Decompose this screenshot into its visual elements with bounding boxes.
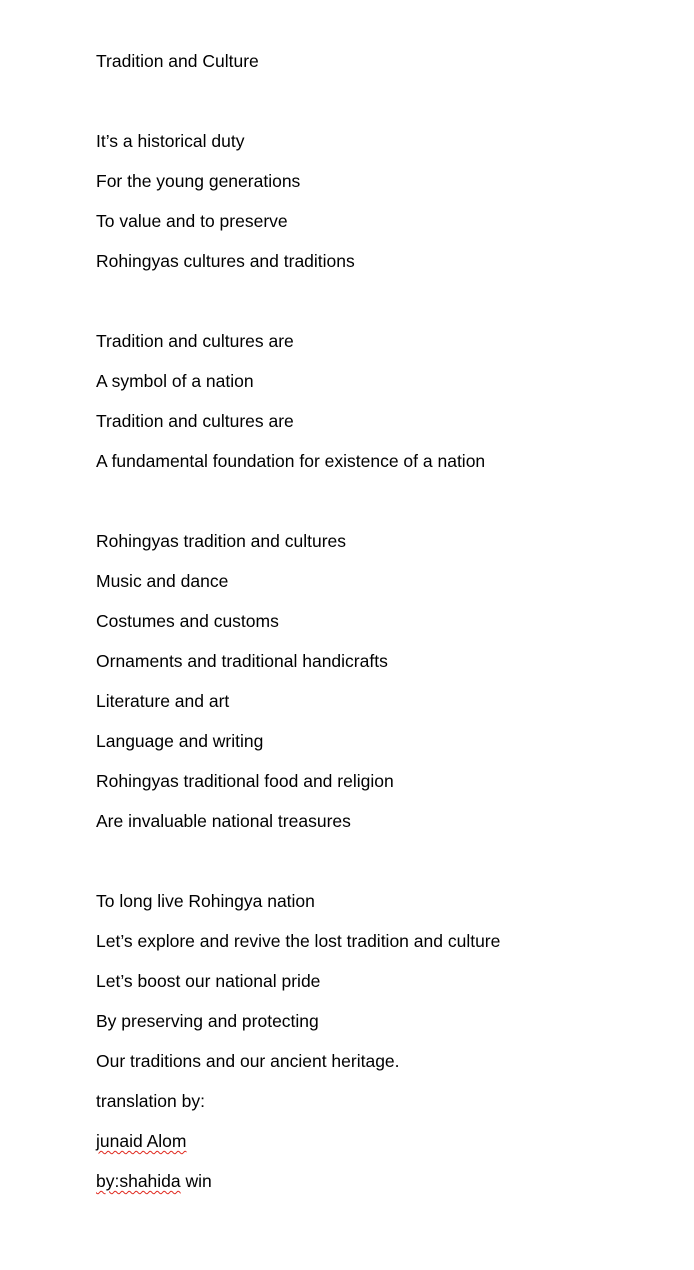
stanza-1 bbox=[96, 128, 656, 288]
stanza-3 bbox=[96, 528, 656, 848]
poem-line: Rohingyas cultures and traditions bbox=[96, 251, 355, 271]
poem-line: Music and dance bbox=[96, 571, 229, 591]
poem-line: Ornaments and traditional handicrafts bbox=[96, 651, 388, 671]
translator-name[interactable]: junaid Alom bbox=[96, 1131, 187, 1151]
poem-line: For the young generations bbox=[96, 171, 301, 191]
poem-line: By preserving and protecting bbox=[96, 1011, 319, 1031]
blank-line bbox=[96, 288, 656, 328]
poem-line: Costumes and customs bbox=[96, 611, 279, 631]
poem-line: Language and writing bbox=[96, 731, 264, 751]
credits bbox=[96, 1088, 656, 1208]
blank-line bbox=[96, 488, 656, 528]
poem-line: Rohingyas tradition and cultures bbox=[96, 531, 347, 551]
author-prefix[interactable]: by:shahida bbox=[96, 1171, 181, 1191]
poem-line: A fundamental foundation for existence of a nation bbox=[96, 451, 486, 471]
poem-line: It’s a historical duty bbox=[96, 131, 245, 151]
poem-line: To value and to preserve bbox=[96, 211, 288, 231]
translator-line bbox=[96, 1128, 656, 1168]
author-suffix: win bbox=[180, 1171, 212, 1191]
document-page bbox=[96, 48, 656, 1208]
poem-line: Let’s explore and revive the lost tradition and culture bbox=[96, 931, 501, 951]
poem-line: Are invaluable national treasures bbox=[96, 811, 351, 831]
poem-line: Our traditions and our ancient heritage. bbox=[96, 1051, 400, 1071]
stanza-4 bbox=[96, 888, 656, 1088]
poem-line: Literature and art bbox=[96, 691, 230, 711]
poem-line: A symbol of a nation bbox=[96, 371, 254, 391]
translation-label: translation by: bbox=[96, 1091, 205, 1111]
stanza-2 bbox=[96, 328, 656, 488]
poem-line: To long live Rohingya nation bbox=[96, 891, 315, 911]
poem-line: Tradition and cultures are bbox=[96, 411, 294, 431]
poem-line: Rohingyas traditional food and religion bbox=[96, 771, 394, 791]
poem-line: Let’s boost our national pride bbox=[96, 971, 321, 991]
poem-title: Tradition and Culture bbox=[96, 51, 259, 71]
blank-line bbox=[96, 848, 656, 888]
author-line bbox=[96, 1168, 656, 1208]
poem-line: Tradition and cultures are bbox=[96, 331, 294, 351]
blank-line bbox=[96, 88, 656, 128]
